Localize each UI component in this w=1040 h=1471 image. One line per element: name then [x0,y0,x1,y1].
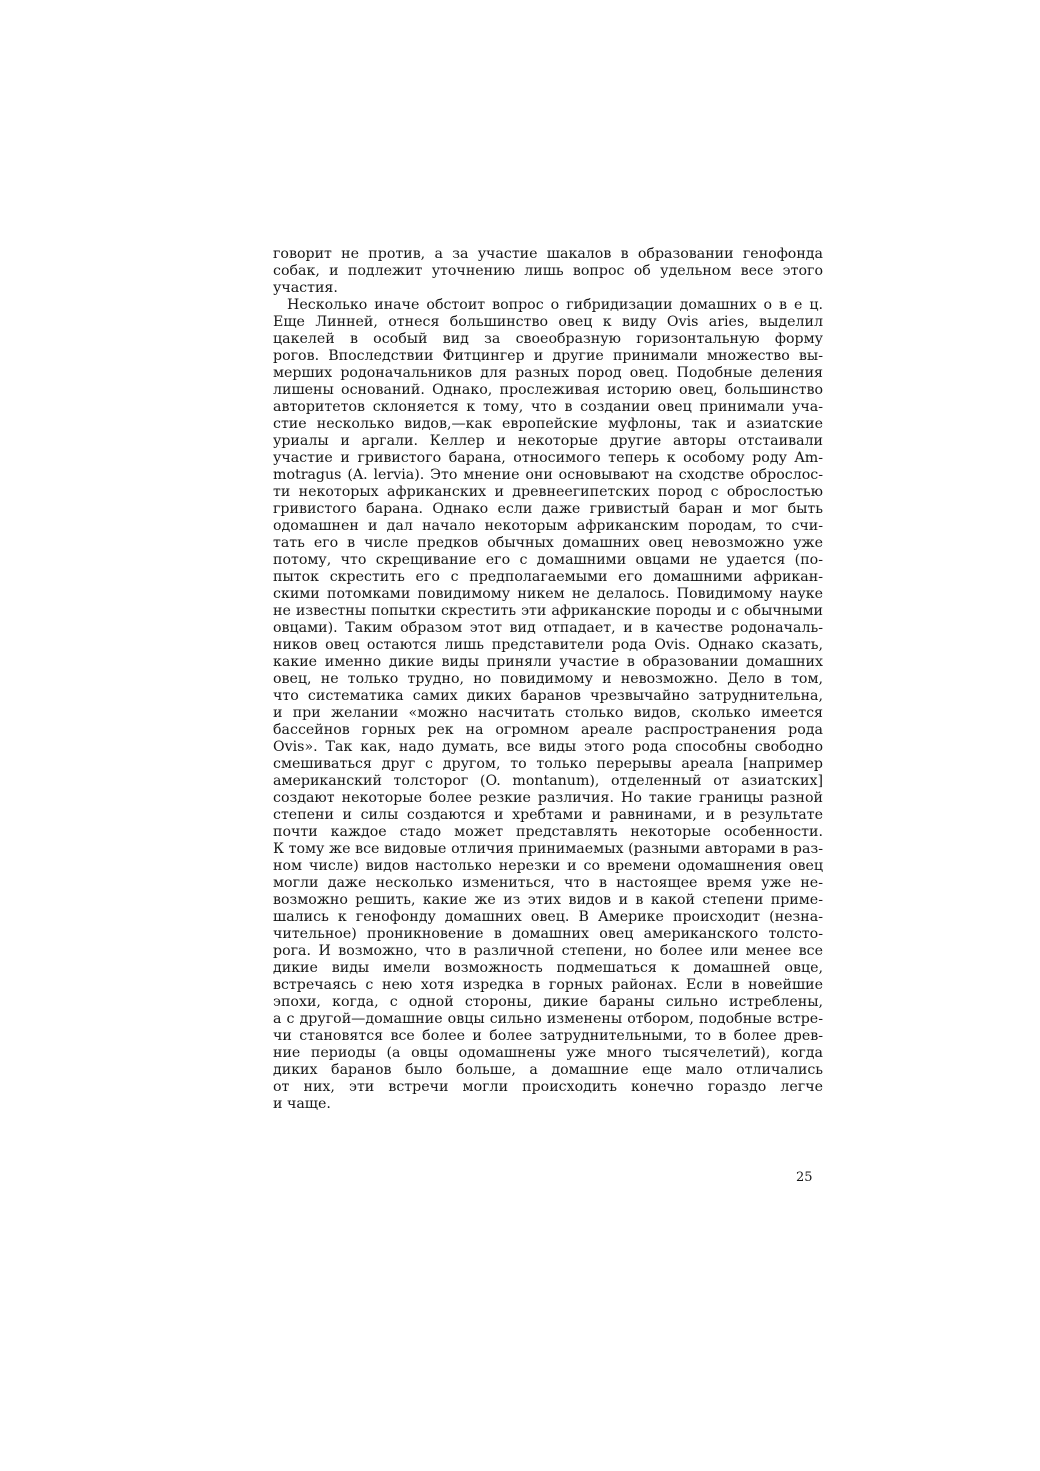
text-line: пыток скрестить его с предполагаемыми его домашними африкан- [273,569,823,585]
paragraph [273,297,823,1113]
text-line: возможно решить, какие же из этих видов и в какой степени приме- [273,892,823,908]
text-line: motragus (A. lervia). Это мнение они основывают на сходстве оброслос- [273,467,823,483]
text-line: создают некоторые более резкие различия. Но такие границы разной [273,790,823,806]
text-line: ти некоторых африканских и древнеегипетских пород с оброслостью [273,484,823,500]
page-number: 25 [796,1170,813,1185]
text-line: одомашнен и дал начало некоторым африканским породам, то счи- [273,518,823,534]
text-line: овцами). Таким образом этот вид отпадает, и в качестве родоначаль- [273,620,823,636]
text-line: смешиваться друг с другом, то только перерывы ареала [например [273,756,823,772]
text-line: овец, не только трудно, но повидимому и невозможно. Дело в том, [273,671,823,687]
text-line: дикие виды имели возможность подмешаться к домашней овце, [273,960,823,976]
text-line: К тому же все видовые отличия принимаемых (разными авторами в раз- [273,841,823,857]
text-line: что систематика самих диких баранов чрезвычайно затруднительна, [273,688,823,704]
text-line: встречаясь с нею хотя изредка в горных районах. Если в новейшие [273,977,823,993]
text-line: эпохи, когда, с одной стороны, дикие бараны сильно истреблены, [273,994,823,1010]
text-line: участия. [273,280,338,296]
text-line: от них, эти встречи могли происходить конечно гораздо легче [273,1079,823,1095]
text-line: а с другой—домашние овцы сильно изменены отбором, подобные встре- [273,1011,823,1027]
text-line: собак, и подлежит уточнению лишь вопрос об удельном весе этого [273,263,823,279]
text-line: ние периоды (а овцы одомашнены уже много тысячелетий), когда [273,1045,823,1061]
text-line: цакелей в особый вид за своеобразную горизонтальную форму [273,331,823,347]
text-line: степени и силы создаются и хребтами и равнинами, и в результате [273,807,823,823]
text-line: рога. И возможно, что в различной степени, но более или менее все [273,943,823,959]
text-line: чи становятся все более и более затруднительными, то в более древ- [273,1028,823,1044]
text-line: говорит не против, а за участие шакалов в образовании генофонда [273,246,823,262]
text-line: Ovis». Так как, надо думать, все виды этого рода способны свободно [273,739,823,755]
text-line: лишены оснований. Однако, прослеживая историю овец, большинство [273,382,823,398]
text-line: потому, что скрещивание его с домашними овцами не удается (по- [273,552,823,568]
text-line: могли даже несколько измениться, что в настоящее время уже не- [273,875,823,891]
text-line: скими потомками повидимому никем не делалось. Повидимому науке [273,586,823,602]
text-line: и при желании «можно насчитать столько видов, сколько имеется [273,705,823,721]
text-line: Несколько иначе обстоит вопрос о гибридизации домашних о в е ц. [287,297,823,313]
text-line: не известны попытки скрестить эти африканские породы и с обычными [273,603,823,619]
text-line: шались к генофонду домашних овец. В Америке происходит (незна- [273,909,823,925]
text-line: мерших родоначальников для разных пород овец. Подобные деления [273,365,823,381]
text-line: участие и гривистого барана, относимого теперь к особому роду Am- [273,450,823,466]
text-line: ников овец остаются лишь представители рода Ovis. Однако сказать, [273,637,823,653]
text-line: бассейнов горных рек на огромном ареале распространения рода [273,722,823,738]
text-line: и чаще. [273,1096,331,1112]
text-line: гривистого барана. Однако если даже гривистый баран и мог быть [273,501,823,517]
text-line: почти каждое стадо может представлять некоторые особенности. [273,824,823,840]
text-line: ном числе) видов настолько нерезки и со времени одомашнения овец [273,858,823,874]
text-line: чительное) проникновение в домашних овец американского толсто- [273,926,823,942]
text-line: стие несколько видов,—как европейские муфлоны, так и азиатские [273,416,823,432]
text-line: рогов. Впоследствии Фитцингер и другие принимали множество вы- [273,348,823,364]
text-line: какие именно дикие виды приняли участие в образовании домашних [273,654,823,670]
text-line: диких баранов было больше, а домашние еще мало отличались [273,1062,823,1078]
text-line: американский толсторог (O. montanum), отделенный от азиатских] [273,773,823,789]
body-text [273,246,823,1113]
text-line: Еще Линней, отнеся большинство овец к виду Ovis aries, выделил [273,314,823,330]
text-line: тать его в числе предков обычных домашних овец невозможно уже [273,535,823,551]
paragraph [273,246,823,297]
text-line: авторитетов склоняется к тому, что в создании овец принимали уча- [273,399,823,415]
text-line: уриалы и аргали. Келлер и некоторые другие авторы отстаивали [273,433,823,449]
